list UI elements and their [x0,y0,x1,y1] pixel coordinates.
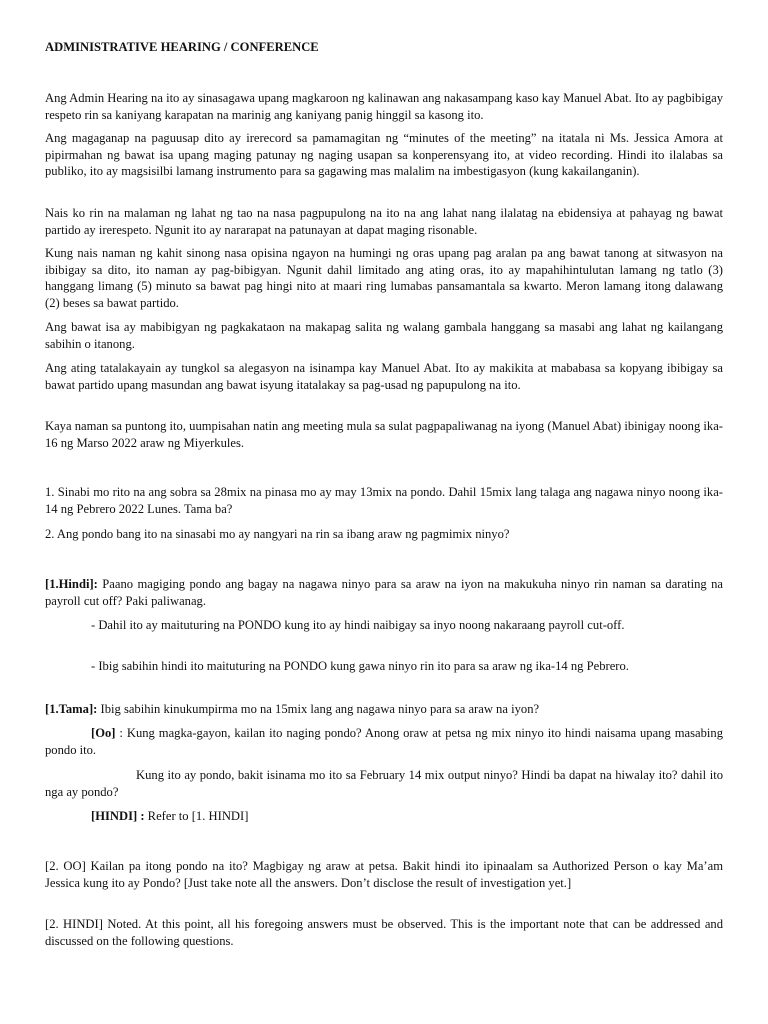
intro-paragraph-1: Ang Admin Hearing na ito ay sinasagawa upang magkaroon ng kalinawan ang nakasampang kaso kay Manuel Abat. Ito ay pagbibigay respeto rin sa kaniyang karapatan na marinig ang kaniyang panig hinggil sa kasong ito. [45,91,723,122]
answer-1-hindi-label: [1.Hindi]: [45,577,98,591]
hindi-reference [91,808,723,825]
bullet-2: - Ibig sabihin hindi ito maituturing na PONDO kung gawa ninyo rin ito para sa araw ng ika-14 ng Pebrero. [91,659,629,673]
oo-label: [Oo] [91,726,116,740]
answer-1-tama-label: [1.Tama]: [45,702,98,716]
intro-paragraph-2: Ang magaganap na paguusap dito ay irerecord sa pamamagitan ng “minutes of the meeting” na itatala ni Ms. Jessica Amora at pipirmahan ng bawat isa upang maging patunay ng naging usapan sa konperensyang ito, at video recording. Hindi ito ilalabas sa publiko, ito ay magsisilbi lamang instrumento para sa gagawing mas malalim na imbestigasyon (kung kakailanganin). [45,131,723,178]
question-1: 1. Sinabi mo rito na ang sobra sa 28mix na pinasa mo ay may 13mix na pondo. Dahil 15mix lang talaga ang nagawa ninyo noong ika-14 ng Pebrero 2022 Lunes. Tama ba? [45,485,723,516]
intro-paragraph-7: Kaya naman sa puntong ito, uumpisahan natin ang meeting mula sa sulat pagpapaliwanag na iyong (Manuel Abat) ibinigay noong ika-16 ng Marso 2022 araw ng Miyerkules. [45,419,723,450]
pondo-question: Kung ito ay pondo, bakit isinama mo ito sa February 14 mix output ninyo? Hindi ba dapat na hiwalay ito? dahil ito nga ay pondo? [45,768,723,799]
intro-paragraph-6: Ang ating tatalakayain ay tungkol sa alegasyon na isinampa kay Manuel Abat. Ito ay makikita at mababasa sa kopyang ibibigay sa bawat partido upang masundan ang bawat isyung itatalakay sa pag-usad ng papupulong na ito. [45,361,723,392]
answer-1-tama-text: Ibig sabihin kinukumpirma mo na 15mix lang ang nagawa ninyo para sa araw na iyon? [97,702,540,716]
question-2: 2. Ang pondo bang ito na sinasabi mo ay nangyari na rin sa ibang araw ng pagmimix ninyo? [45,527,510,541]
answer-1-tama [45,701,723,718]
hindi-reference-text: Refer to [1. HINDI] [144,809,249,823]
intro-paragraph-3: Nais ko rin na malaman ng lahat ng tao na nasa pagpupulong na ito na ang lahat nang ilalatag na ebidensiya at pahayag ng bawat partido ay irerespeto. Ngunit ito ay nararapat na patunayan at dapat maging risonable. [45,206,723,237]
intro-paragraph-5: Ang bawat isa ay mabibigyan ng pagkakataon na makapag salita ng walang gambala hanggang sa masabi ang lahat ng kailangang sabihin o itanong. [45,320,723,351]
answer-2-hindi: [2. HINDI] Noted. At this point, all his foregoing answers must be observed. This is the important note that can be addressed and discussed on the following questions. [45,917,723,948]
bullet-1: - Dahil ito ay maituturing na PONDO kung ito ay hindi naibigay sa inyo noong nakaraang payroll cut-off. [91,618,625,632]
answer-1-hindi [45,576,723,609]
answer-1-hindi-text: Paano magiging pondo ang bagay na nagawa ninyo para sa araw na iyon na makukuha ninyo rin naman sa darating na payroll cut off? Paki paliwanag. [45,577,723,608]
oo-text: : Kung magka-gayon, kailan ito naging pondo? Anong oraw at petsa ng mix ninyo ito hindi naisama upang masabing pondo ito. [45,726,723,757]
page-title: ADMINISTRATIVE HEARING / CONFERENCE [45,40,319,54]
hindi-reference-label: [HINDI] : [91,809,145,823]
oo-followup [45,725,723,758]
intro-paragraph-4: Kung nais naman ng kahit sinong nasa opisina ngayon na humingi ng oras upang pag aralan pa ang bawat tanong at sitwasyon na ibibigay sa dito, ito naman ay pag-bibigyan. Ngunit dahil limitado ang ating oras, ito ay mapahihintulutan lamang ng tatlo (3) hanggang limang (5) minuto sa bawat pag hingi nito at maari ring lumabas pansamantala sa kwarto. Meron lamang itong dalawang (2) beses sa bawat partido. [45,246,723,310]
answer-2-oo: [2. OO] Kailan pa itong pondo na ito? Magbigay ng araw at petsa. Bakit hindi ito ipinaalam sa Authorized Person o kay Ma’am Jessica kung ito ay Pondo? [Just take note all the answers. Don’t disclose the result of investigation yet.] [45,859,723,890]
